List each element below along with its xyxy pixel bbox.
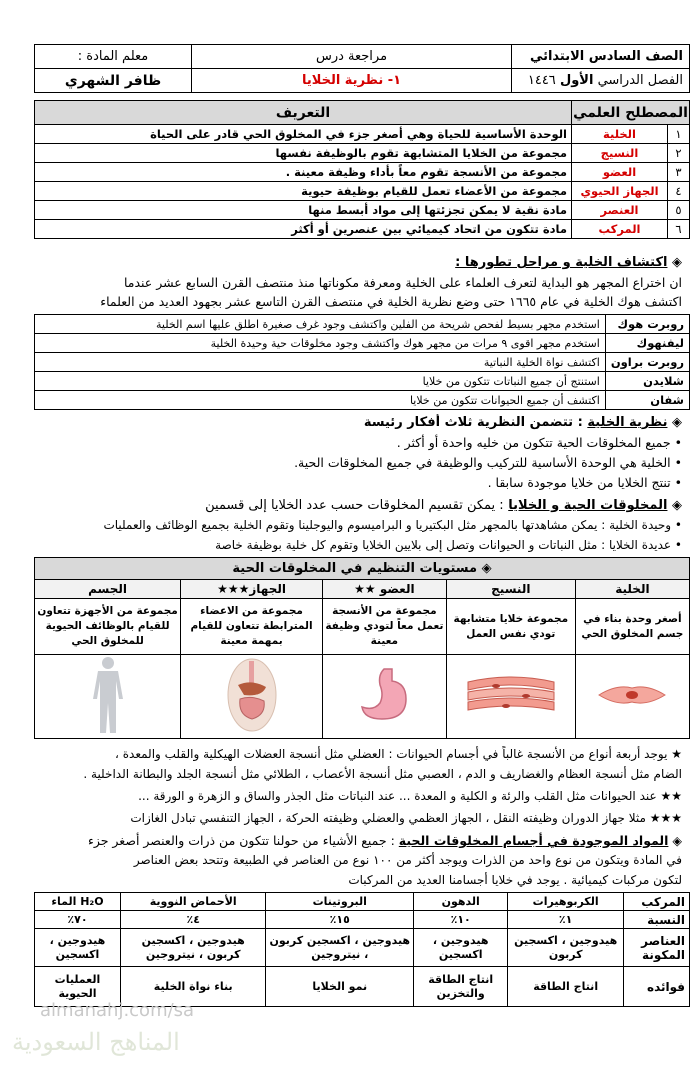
level-title: الجهاز★★★ [181, 580, 323, 599]
term-num: ٣ [668, 163, 690, 182]
semester: الأول [559, 73, 594, 88]
term-num: ٤ [668, 182, 690, 201]
table-row [35, 391, 690, 410]
body-image [35, 655, 181, 739]
header-table [34, 44, 690, 93]
term-definition: مادة نقية لا يمكن تجزئتها إلى مواد أبسط منها [35, 201, 572, 220]
compound-elements: هيدوجين ، اكسجين كربون ، نيتروجين [120, 929, 266, 967]
scientist-fact: استنتج أن جميع النباتات تتكون من خلايا [35, 372, 606, 391]
table-row [35, 334, 690, 353]
compound-ratio: ١٪ [508, 911, 624, 929]
term-name: العضو [572, 163, 668, 182]
table-row [35, 163, 690, 182]
lesson-title: ١- نظرية الخلايا [301, 73, 402, 88]
table-row [35, 893, 690, 911]
cell-image [575, 655, 689, 739]
organisms-title: ◈ المخلوقات الحية و الخلايا : يمكن تقسيم المخلوقات حسب عدد الخلايا إلى قسمين [205, 498, 682, 513]
diamond-icon: ◈ [477, 561, 492, 576]
level-title: العضو ★★ [322, 580, 446, 599]
compound-benefit: بناء نواة الخلية [120, 967, 266, 1007]
grade-cell [512, 45, 690, 69]
discovery-line-2: اكتشف هوك الخلية في عام ١٦٦٥ حتى وضع نظرية الخلية في منتصف القرن التاسع عشر بجهود العديد من العلماء [100, 294, 682, 309]
table-row [35, 182, 690, 201]
diamond-icon: ◈ [667, 255, 682, 270]
row-label: فوائده [624, 967, 690, 1007]
compound-name: الكربوهيرات [508, 893, 624, 911]
compound-elements: هيدوجين ، اكسجين كربون ، نيتروجين [266, 929, 414, 967]
term-name: العنصر [572, 201, 668, 220]
theory-title: ◈ نظرية الخلية : تتضمن النظرية ثلاث أفكار رئيسة [363, 415, 682, 430]
materials-table [34, 892, 690, 1007]
scientist-fact: استخدم مجهر بسيط لفحص شريحة من الفلين واكتشف وجود غرف صغيرة اطلق عليها اسم الخلية [35, 315, 606, 334]
compound-benefit: انتاج الطاقة [508, 967, 624, 1007]
terms-table [34, 100, 690, 239]
diamond-icon: ◈ [668, 833, 682, 848]
compound-name: الأحماض النووية [120, 893, 266, 911]
scientists-table [34, 314, 690, 410]
scientist-name: شلايدن [605, 372, 689, 391]
compound-name: H₂O الماء [35, 893, 121, 911]
theory-point: • جميع المخلوقات الحية تتكون من خليه واحدة أو أكثر . [396, 435, 682, 450]
theory-point: • تنتج الخلايا من خلايا موجودة سابقا . [487, 475, 682, 490]
compound-ratio: ٤٪ [120, 911, 266, 929]
teacher-name-cell [35, 69, 192, 93]
star-icon: ★★ [656, 789, 682, 803]
multicellular-line: • عديدة الخلايا : مثل النباتات و الحيوانات وتصل إلى بلايين الخلايا وتقوم كل خلية بوظيفة خاصة [215, 538, 682, 552]
note-line: ★★★ مثلا جهاز الدوران وظيفته النقل ، الجهاز العظمي والعضلي وظيفته الحركة ، الجهاز التنفسي تبادل الغازات [130, 811, 682, 825]
lesson-label: مراجعة درس [315, 49, 388, 64]
term-definition: مجموعة من الأنسجة تقوم معاً بأداء وظيفة معينة . [35, 163, 572, 182]
levels-table [34, 557, 690, 739]
tissue-image [446, 655, 575, 739]
level-title: النسيج [446, 580, 575, 599]
levels-caption: ◈ مستويات التنظيم في المخلوقات الحية [35, 558, 690, 580]
level-desc: مجموعة من الاعضاء المترابطة تتعاون للقيام بمهمة معينة [181, 599, 323, 655]
compound-elements: هيدوجين ، اكسجين [414, 929, 508, 967]
human-body-icon [83, 655, 133, 735]
term-definition: مجموعة من الأعضاء تعمل للقيام بوظيفة حيوية [35, 182, 572, 201]
semester-prefix: الفصل الدراسي [597, 73, 683, 88]
table-row [35, 929, 690, 967]
lesson-title-cell [192, 69, 512, 93]
row-label: النسبة [624, 911, 690, 929]
table-row [35, 315, 690, 334]
site-logo: المناهج السعودية [12, 1028, 180, 1056]
term-num: ١ [668, 125, 690, 144]
scientist-fact: اكتشف أن جميع الحيوانات تتكون من خلايا [35, 391, 606, 410]
star-icon: ★ [667, 747, 682, 761]
digestive-system-icon [222, 657, 282, 733]
organ-image [322, 655, 446, 739]
compound-name: البروتينات [266, 893, 414, 911]
materials-line-2: في المادة ويتكون من نوع واحد من الذرات ويوجد أكثر من ١٠٠ نوع من العناصر في الطبيعة وتتحد بعض العناصر [133, 853, 682, 867]
stomach-icon [354, 665, 414, 725]
level-title: الخلية [575, 580, 689, 599]
level-desc: مجموعة من الأنسجة تعمل معاً لتودي وظيفة معينة [322, 599, 446, 655]
scientist-name: روبرت هوك [605, 315, 689, 334]
compound-ratio: ٧٠٪ [35, 911, 121, 929]
watermark: almanahj.com/sa [40, 1000, 195, 1021]
discovery-title: ◈ اكتشاف الخلية و مراحل تطورها : [455, 255, 682, 270]
compound-elements: هيدوجين ، اكسجين [35, 929, 121, 967]
term-num: ٦ [668, 220, 690, 239]
term-name: الخلية [572, 125, 668, 144]
scientist-fact: اكتشف نواة الخلية النباتية [35, 353, 606, 372]
unicellular-line: • وحيدة الخلية : يمكن مشاهدتها بالمجهر مثل البكتيريا و البراميسوم واليوجلينا وتقوم الخلية بجميع الوظائف والعمليات [103, 518, 682, 532]
teacher-label: معلم المادة : [77, 49, 149, 64]
table-row [35, 201, 690, 220]
table-row [35, 353, 690, 372]
terms-col-def: التعريف [35, 101, 572, 125]
materials-title: ◈ المواد الموجودة في أجسام المخلوقات الحية : جميع الأشياء من حولنا تتكون من ذرات والعنصر أصغر جزء [87, 833, 682, 848]
system-image [181, 655, 323, 739]
teacher-name: ظافر الشهري [64, 72, 162, 89]
scientist-fact: استخدم مجهر اقوى ٩ مرات من مجهر هوك واكتشف وجود مخلوقات حية وحيدة الخلية [35, 334, 606, 353]
theory-point: • الخلية هي الوحدة الأساسية للتركيب والوظيفة في جميع المخلوقات الحية. [294, 455, 682, 470]
teacher-label-cell [35, 45, 192, 69]
compound-benefit: انتاج الطاقة والتخزين [414, 967, 508, 1007]
row-label: العناصر المكونة [624, 929, 690, 967]
table-row [35, 911, 690, 929]
compound-ratio: ١٥٪ [266, 911, 414, 929]
muscle-cell-icon [597, 680, 667, 710]
term-num: ٥ [668, 201, 690, 220]
scientist-name: روبرت براون [605, 353, 689, 372]
table-row [35, 372, 690, 391]
level-desc: مجموعة من الأجهزة تتعاون للقيام بالوظائف الحيوية للمخلوق الحي [35, 599, 181, 655]
term-definition: مادة تتكون من اتحاد كيميائي بين عنصرين أو أكثر [35, 220, 572, 239]
scientist-name: شفان [605, 391, 689, 410]
note-line: ★ يوجد أربعة أنواع من الأنسجة غالباً في أجسام الحيوانات : العضلي مثل أنسجة العضلات الهيكلية والقلب والمعدة ، [115, 747, 682, 761]
lesson-label-cell [192, 45, 512, 69]
diamond-icon: ◈ [667, 498, 682, 513]
terms-col-term: المصطلح العلمي [572, 101, 690, 125]
scientist-name: ليفنهوك [605, 334, 689, 353]
compound-benefit: نمو الخلايا [266, 967, 414, 1007]
year: ١٤٤٦ [527, 73, 556, 88]
term-definition: الوحدة الأساسية للحياة وهي أصغر جزء في المخلوق الحي قادر على الحياة [35, 125, 572, 144]
compound-name: الدهون [414, 893, 508, 911]
note-line: ★★ عند الحيوانات مثل القلب والرئة و الكلية و المعدة ... عند النباتات مثل الجذر والساق و الزهرة و الورقة ... [138, 789, 682, 803]
discovery-line-1: ان اختراع المجهر هو البداية لتعرف العلماء على الخلية ومعرفة مكوناتها منذ منتصف القرن السابع عشر عندما [123, 275, 682, 290]
term-name: الجهاز الحيوي [572, 182, 668, 201]
star-icon: ★★★ [645, 811, 682, 825]
term-name: المركب [572, 220, 668, 239]
compound-ratio: ١٠٪ [414, 911, 508, 929]
table-row [35, 125, 690, 144]
diamond-icon: ◈ [667, 415, 682, 430]
level-title: الجسم [35, 580, 181, 599]
materials-line-3: لتكون مركبات كيميائية . يوجد في خلايا أجسامنا العديد من المركبات [348, 873, 682, 887]
term-name: النسيج [572, 144, 668, 163]
semester-cell [512, 69, 690, 93]
table-row [35, 220, 690, 239]
term-definition: مجموعة من الخلايا المتشابهة تقوم بالوظيفة نفسها [35, 144, 572, 163]
table-row [35, 144, 690, 163]
grade: الصف السادس الابتدائي [529, 49, 683, 64]
compound-elements: هيدوجين ، اكسجين كربون [508, 929, 624, 967]
compound-benefit: العمليات الحيوية [35, 967, 121, 1007]
level-desc: أصغر وحدة بناء في جسم المخلوق الحي [575, 599, 689, 655]
muscle-tissue-icon [466, 672, 556, 718]
term-num: ٢ [668, 144, 690, 163]
row-label: المركب [624, 893, 690, 911]
note-line: الضام مثل أنسجة العظام والغضاريف و الدم ، العصبي مثل أنسجة الأعصاب ، الطلائي مثل أنسجة الجلد والبطانة الداخلية . [83, 767, 682, 781]
level-desc: مجموعة خلايا متشابهة تودي نفس العمل [446, 599, 575, 655]
